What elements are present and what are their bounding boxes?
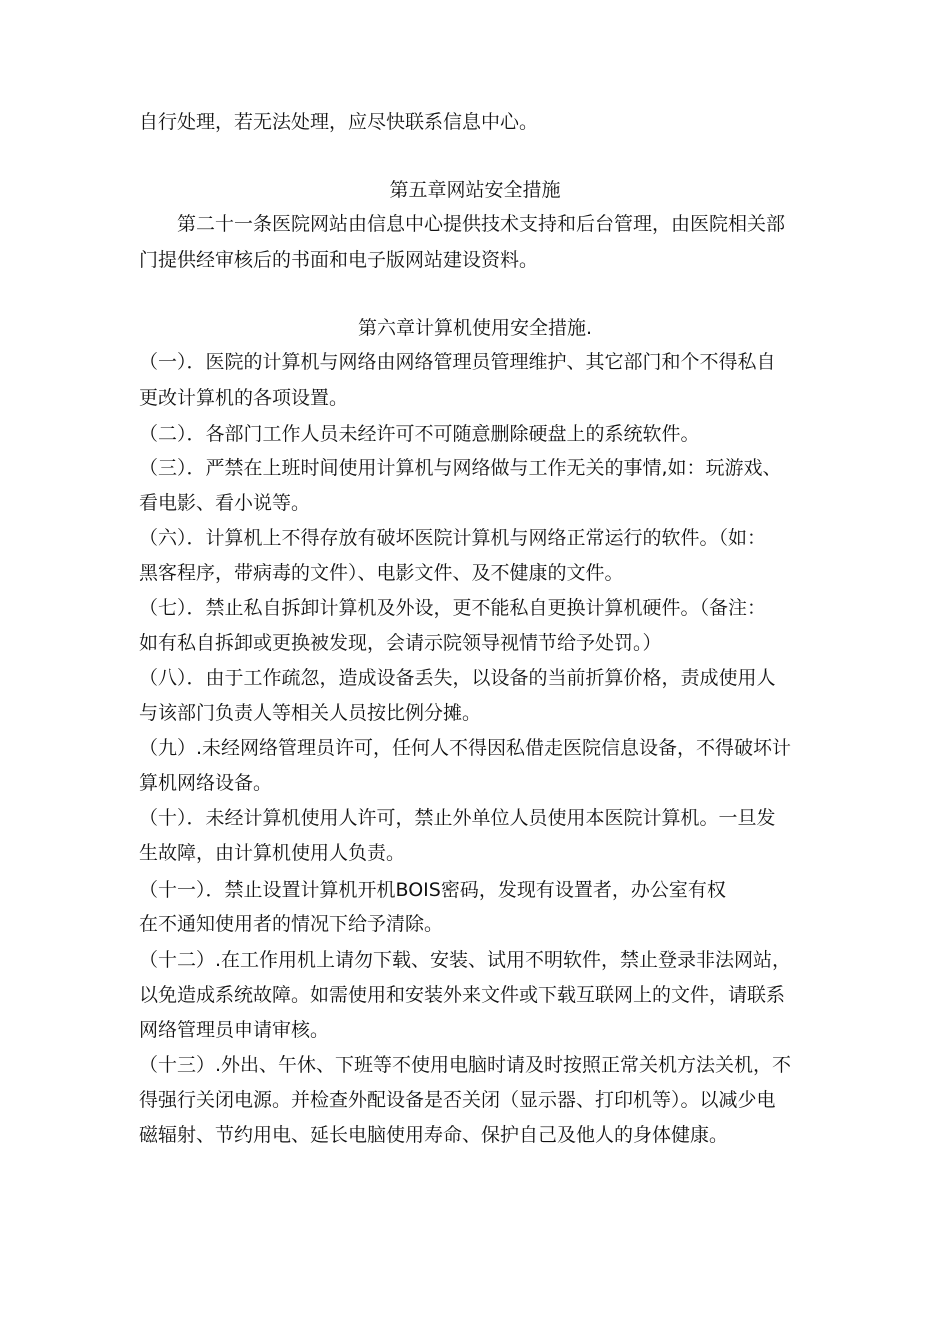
text-line: 算机网络设备。 xyxy=(139,772,273,794)
text-line: 自行处理，若无法处理，应尽快联系信息中心。 xyxy=(139,111,539,133)
text-line: （八）．由于工作疏忽，造成设备丢失，以设备的当前折算价格，责成使用人 xyxy=(139,667,776,689)
text-line: （三）．严禁在上班时间使用计算机与网络做与工作无关的事情,如：玩游戏、 xyxy=(139,457,782,479)
text-line: 得强行关闭电源。并检查外配设备是否关闭（显示器、打印机等）。以减少电 xyxy=(139,1089,776,1111)
chapter-heading-6: 第六章计算机使用安全措施. xyxy=(357,317,593,339)
text-line: （七）．禁止私自拆卸计算机及外设，更不能私自更换计算机硬件。（备注： xyxy=(139,597,767,619)
text-line: 磁辐射、节约用电、延长电脑使用寿命、保护自己及他人的身体健康。 xyxy=(139,1124,729,1146)
text-line: （一）．医院的计算机与网络由网络管理员管理维护、其它部门和个不得私自 xyxy=(139,351,776,373)
text-line: 更改计算机的各项设置。 xyxy=(139,387,349,409)
text-line: 黑客程序，带病毒的文件）、电影文件、及不健康的文件。 xyxy=(139,562,624,584)
text-line: （二）．各部门工作人员未经许可不可随意删除硬盘上的系统软件。 xyxy=(139,423,700,445)
text-line: 以免造成系统故障。如需使用和安装外来文件或下载互联网上的文件，请联系 xyxy=(139,984,786,1006)
text-line: （十一）．禁止设置计算机开机BOIS密码，发现有设置者，办公室有权 xyxy=(139,879,726,901)
text-line: 门提供经审核后的书面和电子版网站建设资料。 xyxy=(139,249,539,271)
text-line: 与该部门负责人等相关人员按比例分摊。 xyxy=(139,702,482,724)
text-line: （十三）.外出、午休、下班等不使用电脑时请及时按照正常关机方法关机，不 xyxy=(139,1054,792,1076)
text-line: （九）.未经网络管理员许可，任何人不得因私借走医院信息设备，不得破坏计 xyxy=(139,737,792,759)
text-line: （六）．计算机上不得存放有破坏医院计算机与网络正常运行的软件。（如： xyxy=(139,527,767,549)
text-line: （十二）.在工作用机上请勿下载、安装、试用不明软件，禁止登录非法网站， xyxy=(139,949,792,971)
text-line: 在不通知使用者的情况下给予清除。 xyxy=(139,913,444,935)
text-line: 生故障，由计算机使用人负责。 xyxy=(139,842,406,864)
text-line: 如有私自拆卸或更换被发现，会请示院领导视情节给予处罚。） xyxy=(139,632,662,654)
text-line: （十）．未经计算机使用人许可，禁止外单位人员使用本医院计算机。一旦发 xyxy=(139,807,776,829)
text-line: 网络管理员申请审核。 xyxy=(139,1019,330,1041)
chapter-heading-5: 第五章网站安全措施 xyxy=(389,179,561,201)
text-line: 看电影、看小说等。 xyxy=(139,492,311,514)
text-line: 第二十一条医院网站由信息中心提供技术支持和后台管理，由医院相关部 xyxy=(139,213,786,235)
